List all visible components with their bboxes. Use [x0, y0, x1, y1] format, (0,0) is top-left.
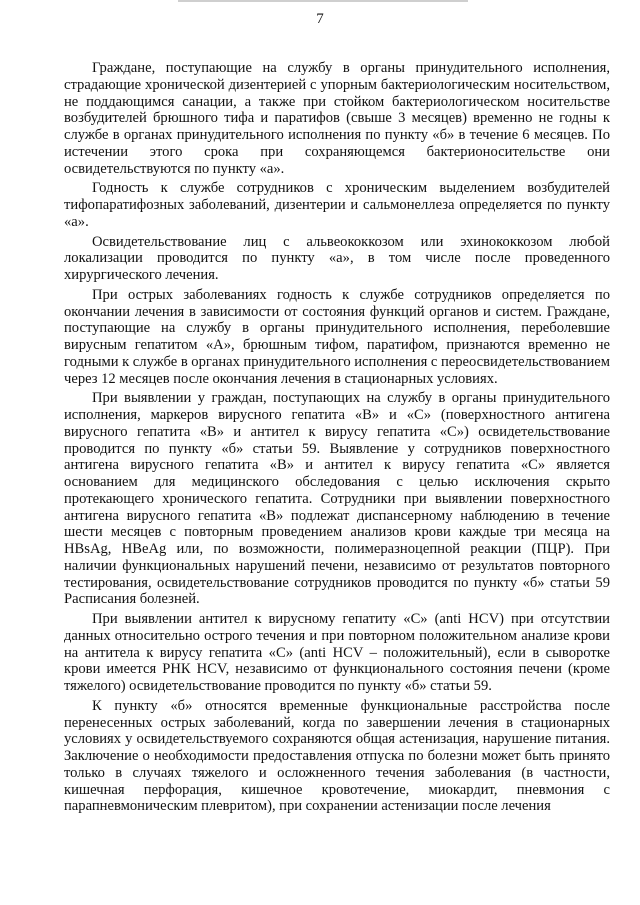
top-edge-line: [178, 0, 468, 2]
page-number: 7: [316, 11, 324, 27]
paragraph-6: При выявлении антител к вирусному гепатиту «С» (anti HCV) при отсутствии данных относительно острого течения и при повторном положительном анализе крови на антитела к вирусу гепатита «С» (anti HCV – положительный), если в сыворотке крови имеется РНК HCV, независимо от функционального состояния печени (кроме тяжелого) освидетельствование проводится по пункту «б» статьи 59.: [64, 611, 610, 694]
paragraph-2: Годность к службе сотрудников с хроническим выделением возбудителей тифопаратифозных заболеваний, дизентерии и сальмонеллеза определяется по пункту «а».: [64, 180, 610, 230]
paragraph-5: При выявлении у граждан, поступающих на службу в органы принудительного исполнения, маркеров вирусного гепатита «В» и «С» (поверхностного антигена вирусного гепатита «В» и антител к вирусу гепатита «С») освидетельствование проводится по пункту «б» статьи 59. Выявление у сотрудников поверхностного антигена вирусного гепатита «В» и антител к вирусу гепатита «С» является основанием для медицинского обследования с целью исключения скрыто протекающего хронического гепатита. Сотрудники при выявлении поверхностного антигена вирусного гепатита «В» подлежат диспансерному наблюдению в течение шести месяцев с повторным проведением анализов крови каждые три месяца на HBsAg, HBeAg или, по возможности, полимеразноцепной реакции (ПЦР). При наличии функциональных нарушений печени, независимо от результатов повторного тестирования, освидетельствование сотрудников проводится по пункту «б» статьи 59 Расписания болезней.: [64, 390, 610, 608]
paragraph-7: К пункту «б» относятся временные функциональные расстройства после перенесенных острых заболеваний, когда по завершении лечения в стационарных условиях у освидетельствуемого сохраняются общая астенизация, нарушение питания. Заключение о необходимости предоставления отпуска по болезни может быть принято только в случаях тяжелого и осложненного течения заболевания (в частности, кишечная перфорация, кишечное кровотечение, миокардит, пневмония с парапневмоническим плевритом), при сохранении астенизации после лечения: [64, 697, 610, 815]
document-body: [64, 60, 610, 818]
paragraph-1: Граждане, поступающие на службу в органы принудительного исполнения, страдающие хронической дизентерией с упорным бактериологическим носительством, не поддающимся санации, а также при стойком бактериологическом носительстве возбудителей брюшного тифа и паратифов (свыше 3 месяцев) временно не годны к службе в органах принудительного исполнения по пункту «б» в течение 6 месяцев. По истечении этого срока при сохраняющемся бактерионосительстве они освидетельствуются по пункту «а».: [64, 60, 610, 177]
paragraph-4: При острых заболеваниях годность к службе сотрудников определяется по окончании лечения в зависимости от состояния функций органов и систем. Граждане, поступающие на службу в органы принудительного исполнения, переболевшие вирусным гепатитом «А», брюшным тифом, паратифом, признаются временно не годными к службе в органах принудительного исполнения с переосвидетельствованием через 12 месяцев после окончания лечения в стационарных условиях.: [64, 286, 610, 387]
paragraph-3: Освидетельствование лиц с альвеококкозом или эхинококкозом любой локализации проводится по пункту «а», в том числе после проведенного хирургического лечения.: [64, 233, 610, 283]
